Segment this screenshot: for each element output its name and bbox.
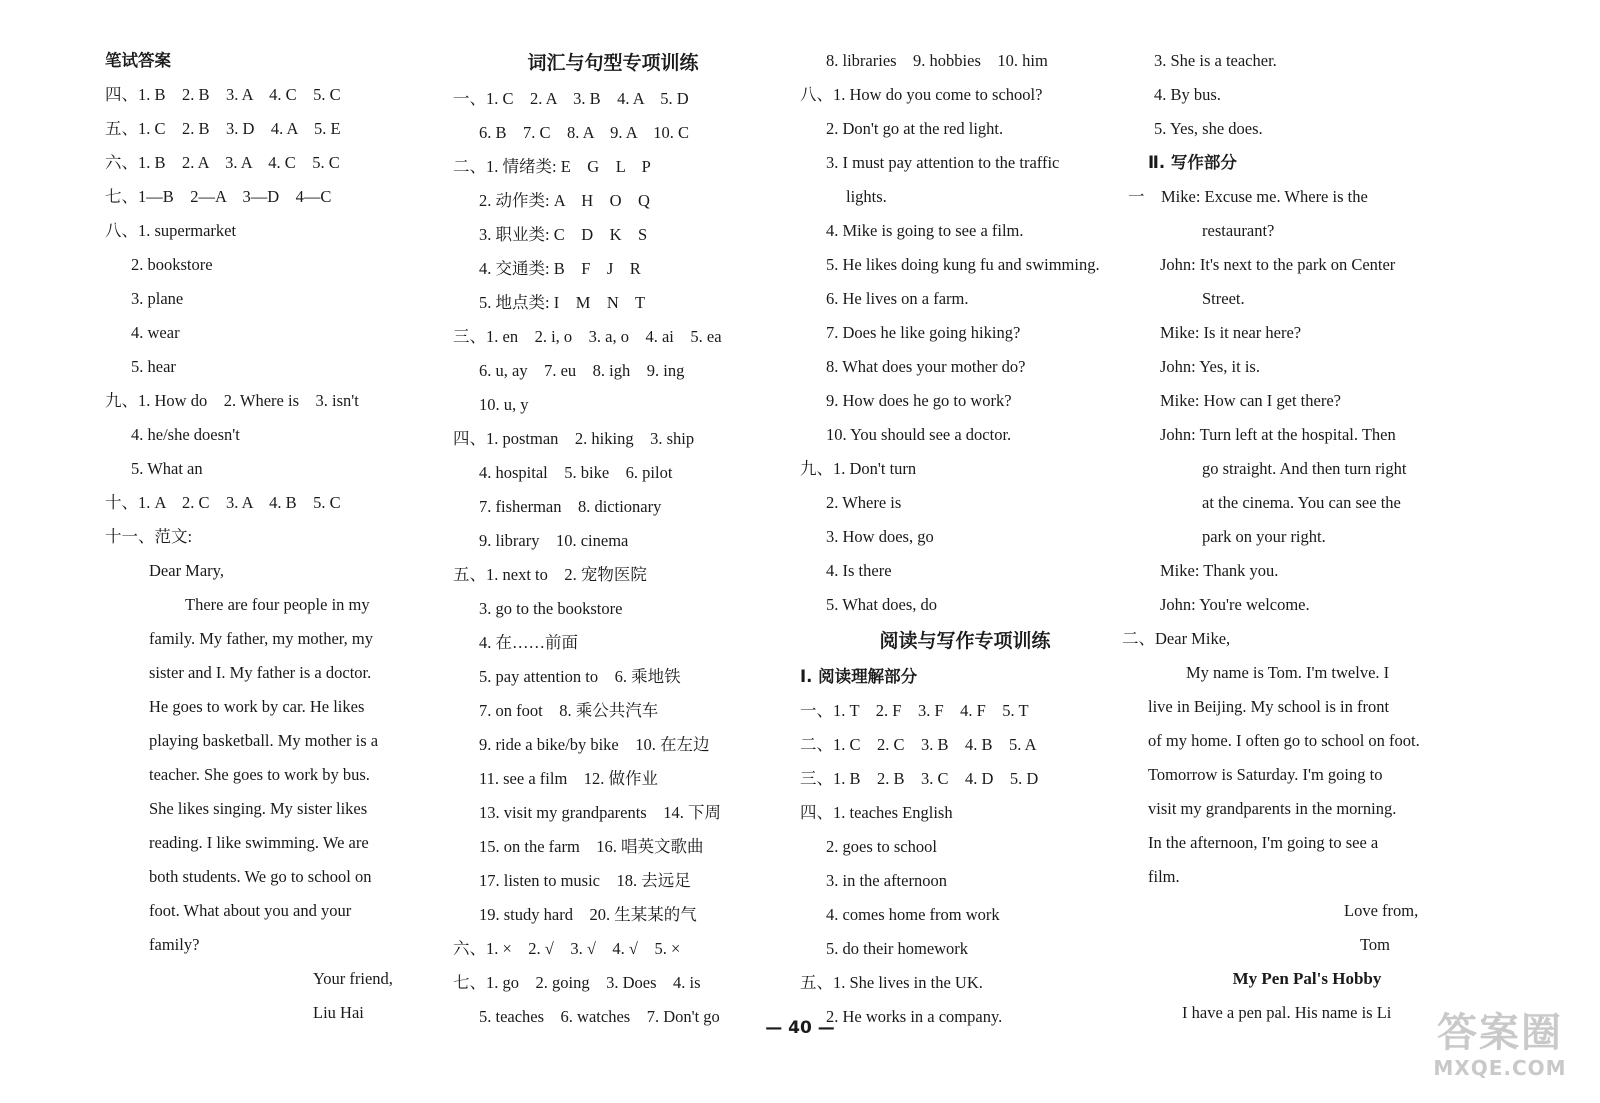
answer-line: 一、1. C 2. A 3. B 4. A 5. D (453, 89, 689, 108)
dialogue-line: Street. (1202, 289, 1245, 308)
letter-body-line: My name is Tom. I'm twelve. I (1186, 663, 1390, 682)
dialogue-line: restaurant? (1202, 221, 1275, 240)
subsection-header-reading: Ⅰ. 阅读理解部分 (800, 667, 918, 686)
dialogue-line: John: Yes, it is. (1160, 357, 1260, 376)
dialogue-line: Mike: How can I get there? (1160, 391, 1341, 410)
section-header-reading-writing: 阅读与写作专项训练 (879, 630, 1051, 652)
section-header-vocab-training: 词汇与句型专项训练 (527, 52, 699, 74)
answer-line: 八、1. How do you come to school? (800, 85, 1043, 104)
letter-body-line: family? (149, 935, 200, 954)
column-1 (105, 44, 425, 1030)
letter-signature: Liu Hai (313, 1003, 364, 1022)
answer-line: 7. on foot 8. 乘公共汽车 (479, 701, 659, 720)
dialogue-line: John: It's next to the park on Center (1160, 255, 1396, 274)
answer-line: 4. comes home from work (826, 905, 1000, 924)
answer-line: 四、1. postman 2. hiking 3. ship (453, 429, 695, 448)
section-header-written-answers: 笔试答案 (105, 51, 171, 70)
answer-line: 19. study hard 20. 生某某的气 (479, 905, 697, 924)
answer-line: 5. What does, do (826, 595, 938, 614)
dialogue-line: Mike: Is it near here? (1160, 323, 1302, 342)
dialogue-line: Mike: Thank you. (1160, 561, 1279, 580)
letter-body-line: She likes singing. My sister likes (149, 799, 368, 818)
dialogue-line: John: You're welcome. (1160, 595, 1310, 614)
answer-line: 4. Mike is going to see a film. (826, 221, 1024, 240)
answer-line: 13. visit my grandparents 14. 下周 (479, 803, 721, 822)
watermark-bottom-text: MXQE.COM (1433, 1056, 1567, 1080)
answer-line: 6. He lives on a farm. (826, 289, 969, 308)
answer-line: 二、1. C 2. C 3. B 4. B 5. A (800, 735, 1037, 754)
answer-line: 四、1. B 2. B 3. A 4. C 5. C (105, 85, 341, 104)
letter-body-line: In the afternoon, I'm going to see a (1148, 833, 1379, 852)
answer-line: 4. hospital 5. bike 6. pilot (479, 463, 673, 482)
answer-line: 2. goes to school (826, 837, 937, 856)
answer-line: 7. fisherman 8. dictionary (479, 497, 662, 516)
answer-line: 2. 动作类: A H O Q (479, 191, 650, 210)
answer-line: 4. he/she doesn't (131, 425, 240, 444)
answer-line: 五、1. She lives in the UK. (800, 973, 983, 992)
dialogue-line: go straight. And then turn right (1202, 459, 1407, 478)
dialogue-line: park on your right. (1202, 527, 1326, 546)
letter-body-line: of my home. I often go to school on foot. (1148, 731, 1420, 750)
answer-line: 2. Don't go at the red light. (826, 119, 1004, 138)
answer-line: 3. plane (131, 289, 184, 308)
answer-line: 10. u, y (479, 395, 529, 414)
watermark-logo (1420, 1011, 1580, 1091)
answer-line: 4. 交通类: B F J R (479, 259, 641, 278)
answer-line: 五、1. next to 2. 宠物医院 (453, 565, 647, 584)
letter-closing: Love from, (1344, 901, 1419, 920)
answer-line: 2. He works in a company. (826, 1007, 1003, 1026)
answer-line: 3. I must pay attention to the traffic (826, 153, 1060, 172)
answer-line: 4. wear (131, 323, 180, 342)
answer-line: 八、1. supermarket (105, 221, 237, 240)
answer-line: 9. ride a bike/by bike 10. 在左边 (479, 735, 710, 754)
answer-line: 5. pay attention to 6. 乘地铁 (479, 667, 681, 686)
answer-line: 7. Does he like going hiking? (826, 323, 1021, 342)
dialogue-line: John: Turn left at the hospital. Then (1160, 425, 1396, 444)
answer-line: 五、1. C 2. B 3. D 4. A 5. E (105, 119, 341, 138)
answer-line: 4. 在……前面 (479, 633, 578, 652)
answer-line: 3. in the afternoon (826, 871, 947, 890)
page-number: — 40 — (765, 1018, 835, 1038)
answer-line: 七、1—B 2—A 3—D 4—C (105, 187, 332, 206)
letter-body-line: film. (1148, 867, 1180, 886)
answer-line: 6. u, ay 7. eu 8. igh 9. ing (479, 361, 685, 380)
answer-line: 四、1. teaches English (800, 803, 953, 822)
answer-line: 九、1. How do 2. Where is 3. isn't (105, 391, 359, 410)
answer-line: 2. bookstore (131, 255, 213, 274)
answer-line: 5. hear (131, 357, 176, 376)
answer-line: 3. She is a teacher. (1154, 51, 1277, 70)
letter-signature: Tom (1360, 935, 1391, 954)
essay-line: I have a pen pal. His name is Li (1182, 1003, 1392, 1022)
letter-closing: Your friend, (313, 969, 393, 988)
answer-line: 九、1. Don't turn (800, 459, 917, 478)
subsection-header-writing: Ⅱ. 写作部分 (1148, 153, 1237, 172)
letter-body-line: both students. We go to school on (149, 867, 372, 886)
letter-greeting: Dear Mary, (149, 561, 224, 580)
answer-line: 10. You should see a doctor. (826, 425, 1012, 444)
column-2 (453, 44, 773, 1034)
letter-body-line: reading. I like swimming. We are (149, 833, 369, 852)
letter-body-line: foot. What about you and your (149, 901, 352, 920)
answer-line: 8. What does your mother do? (826, 357, 1026, 376)
letter-body-line: playing basketball. My mother is a (149, 731, 379, 750)
answer-line: 3. How does, go (826, 527, 934, 546)
answer-line: 9. library 10. cinema (479, 531, 629, 550)
letter-body-line: Tomorrow is Saturday. I'm going to (1148, 765, 1383, 784)
answer-line: 5. teaches 6. watches 7. Don't go (479, 1007, 720, 1026)
answer-line: 9. How does he go to work? (826, 391, 1012, 410)
answer-line: 六、1. B 2. A 3. A 4. C 5. C (105, 153, 340, 172)
answer-line: 5. What an (131, 459, 203, 478)
answer-line: 三、1. B 2. B 3. C 4. D 5. D (800, 769, 1039, 788)
letter-body-line: He goes to work by car. He likes (149, 697, 365, 716)
letter-body-line: sister and I. My father is a doctor. (149, 663, 372, 682)
answer-line: 4. Is there (826, 561, 892, 580)
answer-line: 5. 地点类: I M N T (479, 293, 646, 312)
essay-title: My Pen Pal's Hobby (1232, 969, 1382, 988)
answer-line: lights. (846, 187, 887, 206)
answer-line: 六、1. × 2. √ 3. √ 4. √ 5. × (453, 939, 681, 958)
answer-line: 二、1. 情绪类: E G L P (453, 157, 651, 176)
answer-line: 三、1. en 2. i, o 3. a, o 4. ai 5. ea (453, 327, 722, 346)
answer-line: 4. By bus. (1154, 85, 1221, 104)
answer-line: 5. He likes doing kung fu and swimming. (826, 255, 1100, 274)
letter-greeting: 二、Dear Mike, (1122, 629, 1231, 648)
answer-line: 十、1. A 2. C 3. A 4. B 5. C (105, 493, 341, 512)
column-4 (1122, 44, 1466, 1030)
answer-line: 5. do their homework (826, 939, 969, 958)
letter-body-line: live in Beijing. My school is in front (1148, 697, 1390, 716)
answer-line: 15. on the farm 16. 唱英文歌曲 (479, 837, 704, 856)
answer-line: 6. B 7. C 8. A 9. A 10. C (479, 123, 689, 142)
letter-body-line: teacher. She goes to work by bus. (149, 765, 370, 784)
letter-body-line: There are four people in my (185, 595, 370, 614)
column-3 (800, 44, 1130, 1034)
answer-line: 3. 职业类: C D K S (479, 225, 648, 244)
answer-line: 七、1. go 2. going 3. Does 4. is (453, 973, 701, 992)
dialogue-line: at the cinema. You can see the (1202, 493, 1401, 512)
dialogue-line: 一 Mike: Excuse me. Where is the (1128, 187, 1368, 206)
answer-line: 十一、范文: (105, 527, 193, 546)
answer-line: 2. Where is (826, 493, 902, 512)
answer-line: 11. see a film 12. 做作业 (479, 769, 659, 788)
letter-body-line: visit my grandparents in the morning. (1148, 799, 1397, 818)
answer-line: 5. Yes, she does. (1154, 119, 1263, 138)
letter-body-line: family. My father, my mother, my (149, 629, 373, 648)
answer-line: 一、1. T 2. F 3. F 4. F 5. T (800, 701, 1029, 720)
answer-line: 3. go to the bookstore (479, 599, 623, 618)
answer-line: 8. libraries 9. hobbies 10. him (826, 51, 1048, 70)
answer-line: 17. listen to music 18. 去远足 (479, 871, 691, 890)
watermark-top-text: 答案圈 (1437, 1010, 1563, 1056)
